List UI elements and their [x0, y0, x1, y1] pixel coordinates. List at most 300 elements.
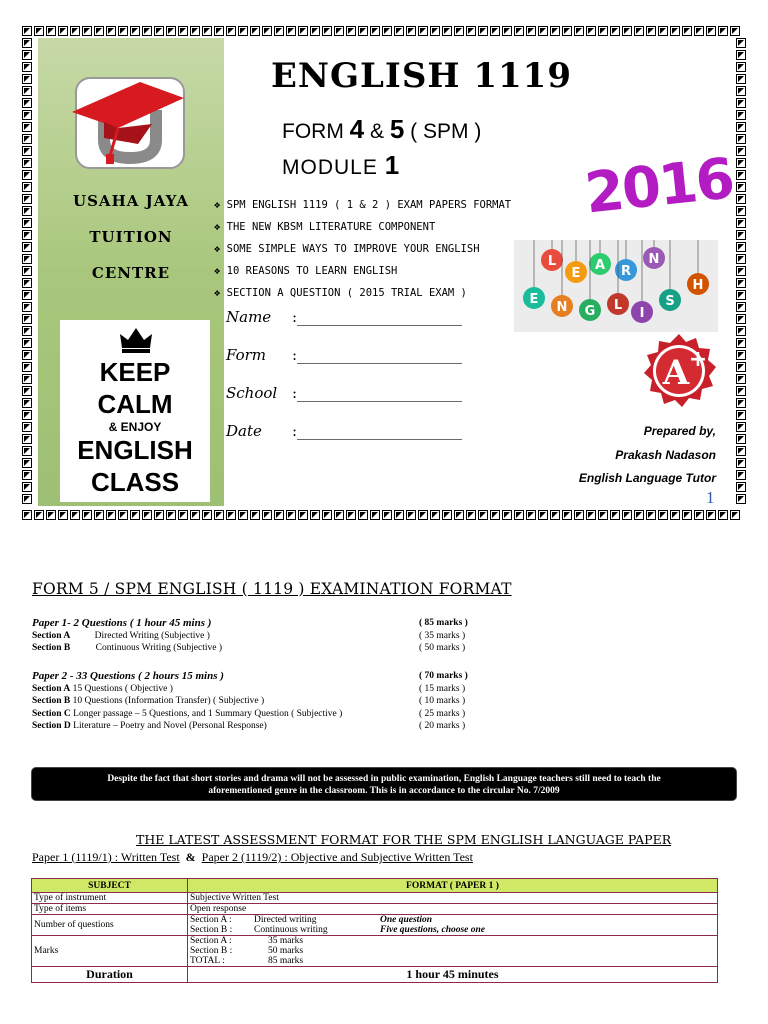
border-square — [310, 26, 320, 36]
form-field — [226, 346, 463, 364]
border-square — [736, 254, 746, 264]
papers-line — [32, 850, 473, 865]
bubble-letter: A — [594, 258, 606, 273]
border-square — [334, 26, 344, 36]
module-label: MODULE — [282, 156, 378, 179]
border-square — [736, 146, 746, 156]
border-square — [22, 218, 32, 228]
paper2-row — [32, 721, 267, 731]
border-square — [670, 26, 680, 36]
border-square — [736, 230, 746, 240]
notice-line1: Despite the fact that short stories and drama will not be assessed in public examination, English Language teachers still need to teach the — [107, 774, 661, 784]
paper2-heading: Paper 2 - 33 Questions ( 2 hours 15 mins ) — [32, 670, 224, 682]
row-label: Type of instrument — [32, 893, 188, 904]
border-square — [658, 510, 668, 520]
border-square — [346, 26, 356, 36]
border-square — [154, 510, 164, 520]
border-square — [736, 290, 746, 300]
paper2-total: ( 70 marks ) — [419, 671, 468, 681]
form-line — [282, 114, 481, 145]
border-square — [22, 410, 32, 420]
section-marks: ( 10 marks ) — [419, 696, 466, 706]
border-square — [694, 26, 704, 36]
border-square — [22, 290, 32, 300]
border-square — [478, 26, 488, 36]
topic-item: ❖ 10 REASONS TO LEARN ENGLISH — [214, 260, 511, 282]
border-square — [22, 86, 32, 96]
border-square — [736, 242, 746, 252]
border-square — [736, 482, 746, 492]
border-square — [142, 510, 152, 520]
border-square — [454, 510, 464, 520]
topic-item: ❖ THE NEW KBSM LITERATURE COMPONENT — [214, 216, 511, 238]
section-desc: Literature – Poetry and Novel (Personal Response) — [73, 721, 267, 731]
bubble-letter: N — [556, 300, 568, 315]
border-square — [490, 26, 500, 36]
border-square — [22, 74, 32, 84]
border-square — [490, 510, 500, 520]
border-square — [454, 26, 464, 36]
border-square — [736, 86, 746, 96]
border-square — [22, 62, 32, 72]
paper2-row — [32, 696, 264, 706]
section-desc: Longer passage – 5 Questions, and 1 Summary Question ( Subjective ) — [73, 709, 343, 719]
year-label: 2016 — [582, 146, 736, 227]
bubble-letter: L — [547, 254, 557, 269]
border-square — [34, 510, 44, 520]
topic-item: ❖ SOME SIMPLE WAYS TO IMPROVE YOUR ENGLISH — [214, 238, 511, 260]
section-label: Section D — [32, 721, 71, 731]
border-square — [346, 510, 356, 520]
border-square — [736, 38, 746, 48]
border-square — [34, 26, 44, 36]
border-square — [22, 242, 32, 252]
border-square — [418, 26, 428, 36]
border-square — [298, 26, 308, 36]
border-square — [406, 26, 416, 36]
border-square — [58, 26, 68, 36]
border-square — [22, 206, 32, 216]
form-prefix: FORM — [282, 120, 344, 143]
grade-text: A — [662, 353, 690, 393]
border-square — [70, 26, 80, 36]
border-square — [22, 362, 32, 372]
border-square — [562, 510, 572, 520]
border-square — [22, 326, 32, 336]
paper1-heading: Paper 1- 2 Questions ( 1 hour 45 mins ) — [32, 617, 212, 629]
border-square — [538, 510, 548, 520]
header-subject: SUBJECT — [32, 879, 188, 893]
border-square — [154, 26, 164, 36]
border-square — [142, 26, 152, 36]
border-square — [634, 510, 644, 520]
border-square — [214, 510, 224, 520]
border-square — [550, 510, 560, 520]
name-label: Name — [226, 308, 272, 326]
section-marks: ( 15 marks ) — [419, 684, 466, 694]
section-desc: Continuous Writing (Subjective ) — [95, 643, 223, 653]
border-square — [706, 510, 716, 520]
bubble-letter: I — [639, 306, 645, 321]
border-square — [736, 422, 746, 432]
border-square — [538, 26, 548, 36]
table-row — [32, 915, 718, 936]
section-label: Section A — [32, 631, 71, 641]
section-desc: 10 Questions (Information Transfer) ( Subjective ) — [72, 696, 265, 706]
border-square — [22, 38, 32, 48]
border-square — [736, 122, 746, 132]
notice-line2: aforementioned genre in the classroom. This is in accordance to the circular No. 7/2009 — [208, 786, 560, 796]
border-square — [736, 206, 746, 216]
section-marks: ( 25 marks ) — [419, 709, 466, 719]
border-square — [22, 422, 32, 432]
row-label: Marks — [32, 936, 188, 967]
author-role: English Language Tutor — [578, 471, 716, 485]
border-square — [358, 510, 368, 520]
duration-row — [32, 967, 718, 983]
border-square — [736, 110, 746, 120]
section-label: Section B — [32, 696, 71, 706]
border-square — [610, 26, 620, 36]
border-square — [22, 494, 32, 504]
border-left — [22, 38, 32, 504]
border-square — [574, 510, 584, 520]
prepared-by: Prepared by, — [643, 424, 716, 438]
bubble-letter: N — [648, 252, 660, 267]
border-square — [598, 26, 608, 36]
border-square — [82, 26, 92, 36]
border-square — [226, 510, 236, 520]
border-square — [22, 446, 32, 456]
border-square — [478, 510, 488, 520]
cover-box — [22, 26, 746, 520]
border-square — [646, 510, 656, 520]
border-square — [22, 470, 32, 480]
border-square — [466, 510, 476, 520]
school-field — [226, 384, 463, 402]
duration-label: Duration — [32, 967, 188, 983]
border-square — [214, 26, 224, 36]
border-square — [736, 398, 746, 408]
border-square — [22, 482, 32, 492]
border-square — [622, 26, 632, 36]
section-desc: Directed Writing (Subjective ) — [94, 631, 210, 641]
border-square — [358, 26, 368, 36]
border-square — [586, 26, 596, 36]
border-square — [502, 26, 512, 36]
border-square — [430, 510, 440, 520]
form-and: & — [369, 120, 384, 143]
border-square — [736, 350, 746, 360]
paper2-label: Paper 2 (1119/2) : Objective and Subjective Written Test — [201, 850, 473, 864]
border-square — [736, 410, 746, 420]
section-label: Section C — [32, 709, 71, 719]
border-square — [22, 278, 32, 288]
border-square — [394, 510, 404, 520]
border-square — [118, 510, 128, 520]
border-square — [178, 26, 188, 36]
border-square — [22, 302, 32, 312]
border-square — [736, 218, 746, 228]
border-square — [466, 26, 476, 36]
row-value: Section A : 35 marks Section B : 50 marks TOTAL : 85 marks — [188, 936, 718, 967]
section-marks: ( 50 marks ) — [419, 643, 466, 653]
border-square — [736, 326, 746, 336]
module-line — [282, 150, 400, 181]
date-line[interactable]: :______________________ — [292, 422, 463, 440]
row-value: Section A : Directed writing One question Section B : Continuous writing Five questions, choose one — [188, 915, 718, 936]
literature-notice — [32, 768, 736, 800]
border-square — [334, 510, 344, 520]
keep-calm-poster — [60, 320, 210, 502]
border-square — [370, 26, 380, 36]
border-square — [634, 26, 644, 36]
border-top — [22, 26, 740, 36]
border-square — [610, 510, 620, 520]
border-square — [394, 26, 404, 36]
border-square — [736, 338, 746, 348]
section-label: Section A — [32, 684, 71, 694]
school-name-line3: CENTRE — [91, 264, 171, 282]
border-square — [736, 62, 746, 72]
border-square — [418, 510, 428, 520]
page-number: 1 — [706, 488, 715, 507]
border-square — [82, 510, 92, 520]
border-square — [70, 510, 80, 520]
border-square — [178, 510, 188, 520]
topic-item: ❖ SPM ENGLISH 1119 ( 1 & 2 ) EXAM PAPERS FORMAT — [214, 194, 511, 216]
border-square — [736, 74, 746, 84]
border-square — [286, 510, 296, 520]
school-name-line2: TUITION — [89, 228, 173, 246]
border-square — [22, 266, 32, 276]
crown-icon — [118, 324, 154, 354]
sidebar-panel — [38, 38, 224, 506]
border-square — [22, 254, 32, 264]
border-square — [166, 26, 176, 36]
border-square — [736, 386, 746, 396]
border-square — [736, 194, 746, 204]
date-field — [226, 422, 463, 440]
border-square — [430, 26, 440, 36]
border-square — [22, 182, 32, 192]
form-entry-line[interactable]: :______________________ — [292, 346, 463, 364]
border-square — [736, 374, 746, 384]
school-line[interactable]: :______________________ — [292, 384, 463, 402]
border-square — [94, 510, 104, 520]
row-value: Open response — [188, 904, 718, 915]
keep-calm-line3: & ENJOY — [108, 420, 162, 434]
header-format: FORMAT ( PAPER 1 ) — [188, 879, 718, 893]
row-value: Subjective Written Test — [188, 893, 718, 904]
keep-calm-line5: CLASS — [90, 467, 180, 497]
border-square — [202, 510, 212, 520]
border-square — [322, 510, 332, 520]
school-name-line1: USAHA JAYA — [73, 192, 189, 210]
border-square — [736, 314, 746, 324]
border-square — [22, 434, 32, 444]
border-square — [22, 350, 32, 360]
border-square — [22, 398, 32, 408]
bubble-letter: S — [665, 294, 675, 309]
border-square — [736, 494, 746, 504]
border-square — [442, 26, 452, 36]
border-square — [646, 26, 656, 36]
border-square — [736, 446, 746, 456]
border-square — [658, 26, 668, 36]
border-square — [736, 470, 746, 480]
exam-format-title: FORM 5 / SPM ENGLISH ( 1119 ) EXAMINATION FORMAT — [32, 580, 512, 598]
border-square — [22, 98, 32, 108]
border-square — [202, 26, 212, 36]
border-right — [736, 38, 746, 504]
border-square — [190, 510, 200, 520]
border-square — [238, 26, 248, 36]
border-square — [22, 314, 32, 324]
border-square — [736, 170, 746, 180]
paper2-row — [32, 684, 173, 694]
border-square — [238, 510, 248, 520]
paper1-row — [32, 631, 210, 641]
border-square — [736, 50, 746, 60]
border-square — [370, 510, 380, 520]
border-square — [736, 362, 746, 372]
border-square — [262, 510, 272, 520]
topic-list — [214, 194, 511, 304]
form-5: 5 — [389, 114, 405, 144]
border-bottom — [22, 510, 740, 520]
border-square — [274, 510, 284, 520]
border-square — [622, 510, 632, 520]
border-square — [736, 434, 746, 444]
bubble-letter: H — [692, 278, 704, 293]
border-square — [46, 26, 56, 36]
tuition-logo — [64, 64, 194, 174]
border-square — [682, 26, 692, 36]
border-square — [574, 26, 584, 36]
border-square — [250, 26, 260, 36]
border-square — [682, 510, 692, 520]
border-square — [46, 510, 56, 520]
border-square — [586, 510, 596, 520]
learn-english-image — [514, 240, 718, 332]
name-field — [226, 308, 463, 326]
border-square — [736, 458, 746, 468]
section-desc: 15 Questions ( Objective ) — [72, 684, 173, 694]
bubble-letter: R — [620, 264, 632, 279]
row-label: Number of questions — [32, 915, 188, 936]
border-square — [718, 26, 728, 36]
svg-text:+: + — [688, 347, 708, 372]
table-row — [32, 904, 718, 915]
border-square — [22, 122, 32, 132]
border-square — [526, 510, 536, 520]
border-square — [406, 510, 416, 520]
border-square — [736, 266, 746, 276]
border-square — [502, 510, 512, 520]
border-square — [562, 26, 572, 36]
section-marks: ( 35 marks ) — [419, 631, 466, 641]
border-square — [22, 170, 32, 180]
border-square — [190, 26, 200, 36]
border-square — [250, 510, 260, 520]
border-square — [22, 194, 32, 204]
a-plus-grade-badge — [640, 332, 718, 410]
border-square — [670, 510, 680, 520]
border-square — [730, 26, 740, 36]
row-label: Type of items — [32, 904, 188, 915]
name-line[interactable]: :______________________ — [292, 308, 463, 326]
border-square — [514, 510, 524, 520]
paper1-total: ( 85 marks ) — [419, 618, 468, 628]
section-marks: ( 20 marks ) — [419, 721, 466, 731]
border-square — [736, 278, 746, 288]
table-row — [32, 936, 718, 967]
table-header-row — [32, 879, 718, 893]
border-square — [22, 110, 32, 120]
border-square — [130, 510, 140, 520]
border-square — [730, 510, 740, 520]
paper1-label: Paper 1 (1119/1) : Written Test — [32, 850, 180, 864]
border-square — [22, 510, 32, 520]
bubble-letter: E — [571, 266, 581, 281]
border-square — [298, 510, 308, 520]
form-label: Form — [226, 346, 267, 364]
assessment-title: THE LATEST ASSESSMENT FORMAT FOR THE SPM ENGLISH LANGUAGE PAPER — [136, 832, 672, 847]
main-title: ENGLISH 1119 — [271, 56, 572, 96]
border-square — [526, 26, 536, 36]
border-square — [550, 26, 560, 36]
border-square — [694, 510, 704, 520]
border-square — [736, 182, 746, 192]
table-row — [32, 893, 718, 904]
border-square — [106, 26, 116, 36]
border-square — [22, 458, 32, 468]
border-square — [130, 26, 140, 36]
border-square — [718, 510, 728, 520]
border-square — [736, 98, 746, 108]
keep-calm-line1: KEEP — [99, 357, 171, 387]
border-square — [310, 510, 320, 520]
bubble-letter: L — [613, 298, 623, 313]
border-square — [106, 510, 116, 520]
border-square — [736, 302, 746, 312]
paper1-row — [32, 643, 222, 653]
border-square — [22, 386, 32, 396]
border-square — [382, 26, 392, 36]
assessment-table — [31, 878, 718, 983]
border-square — [22, 158, 32, 168]
topic-item: ❖ SECTION A QUESTION ( 2015 TRIAL EXAM ) — [214, 282, 511, 304]
keep-calm-line2: CALM — [97, 389, 173, 419]
border-square — [514, 26, 524, 36]
form-4: 4 — [349, 114, 365, 144]
form-suffix: ( SPM ) — [410, 120, 482, 143]
border-square — [736, 158, 746, 168]
border-square — [22, 374, 32, 384]
bubble-letter: E — [529, 292, 539, 307]
paper2-row — [32, 709, 342, 719]
border-square — [22, 230, 32, 240]
border-square — [226, 26, 236, 36]
border-square — [118, 26, 128, 36]
border-square — [22, 338, 32, 348]
border-square — [706, 26, 716, 36]
school-label: School — [226, 384, 278, 402]
border-square — [58, 510, 68, 520]
border-square — [22, 26, 32, 36]
amp: & — [185, 850, 196, 864]
